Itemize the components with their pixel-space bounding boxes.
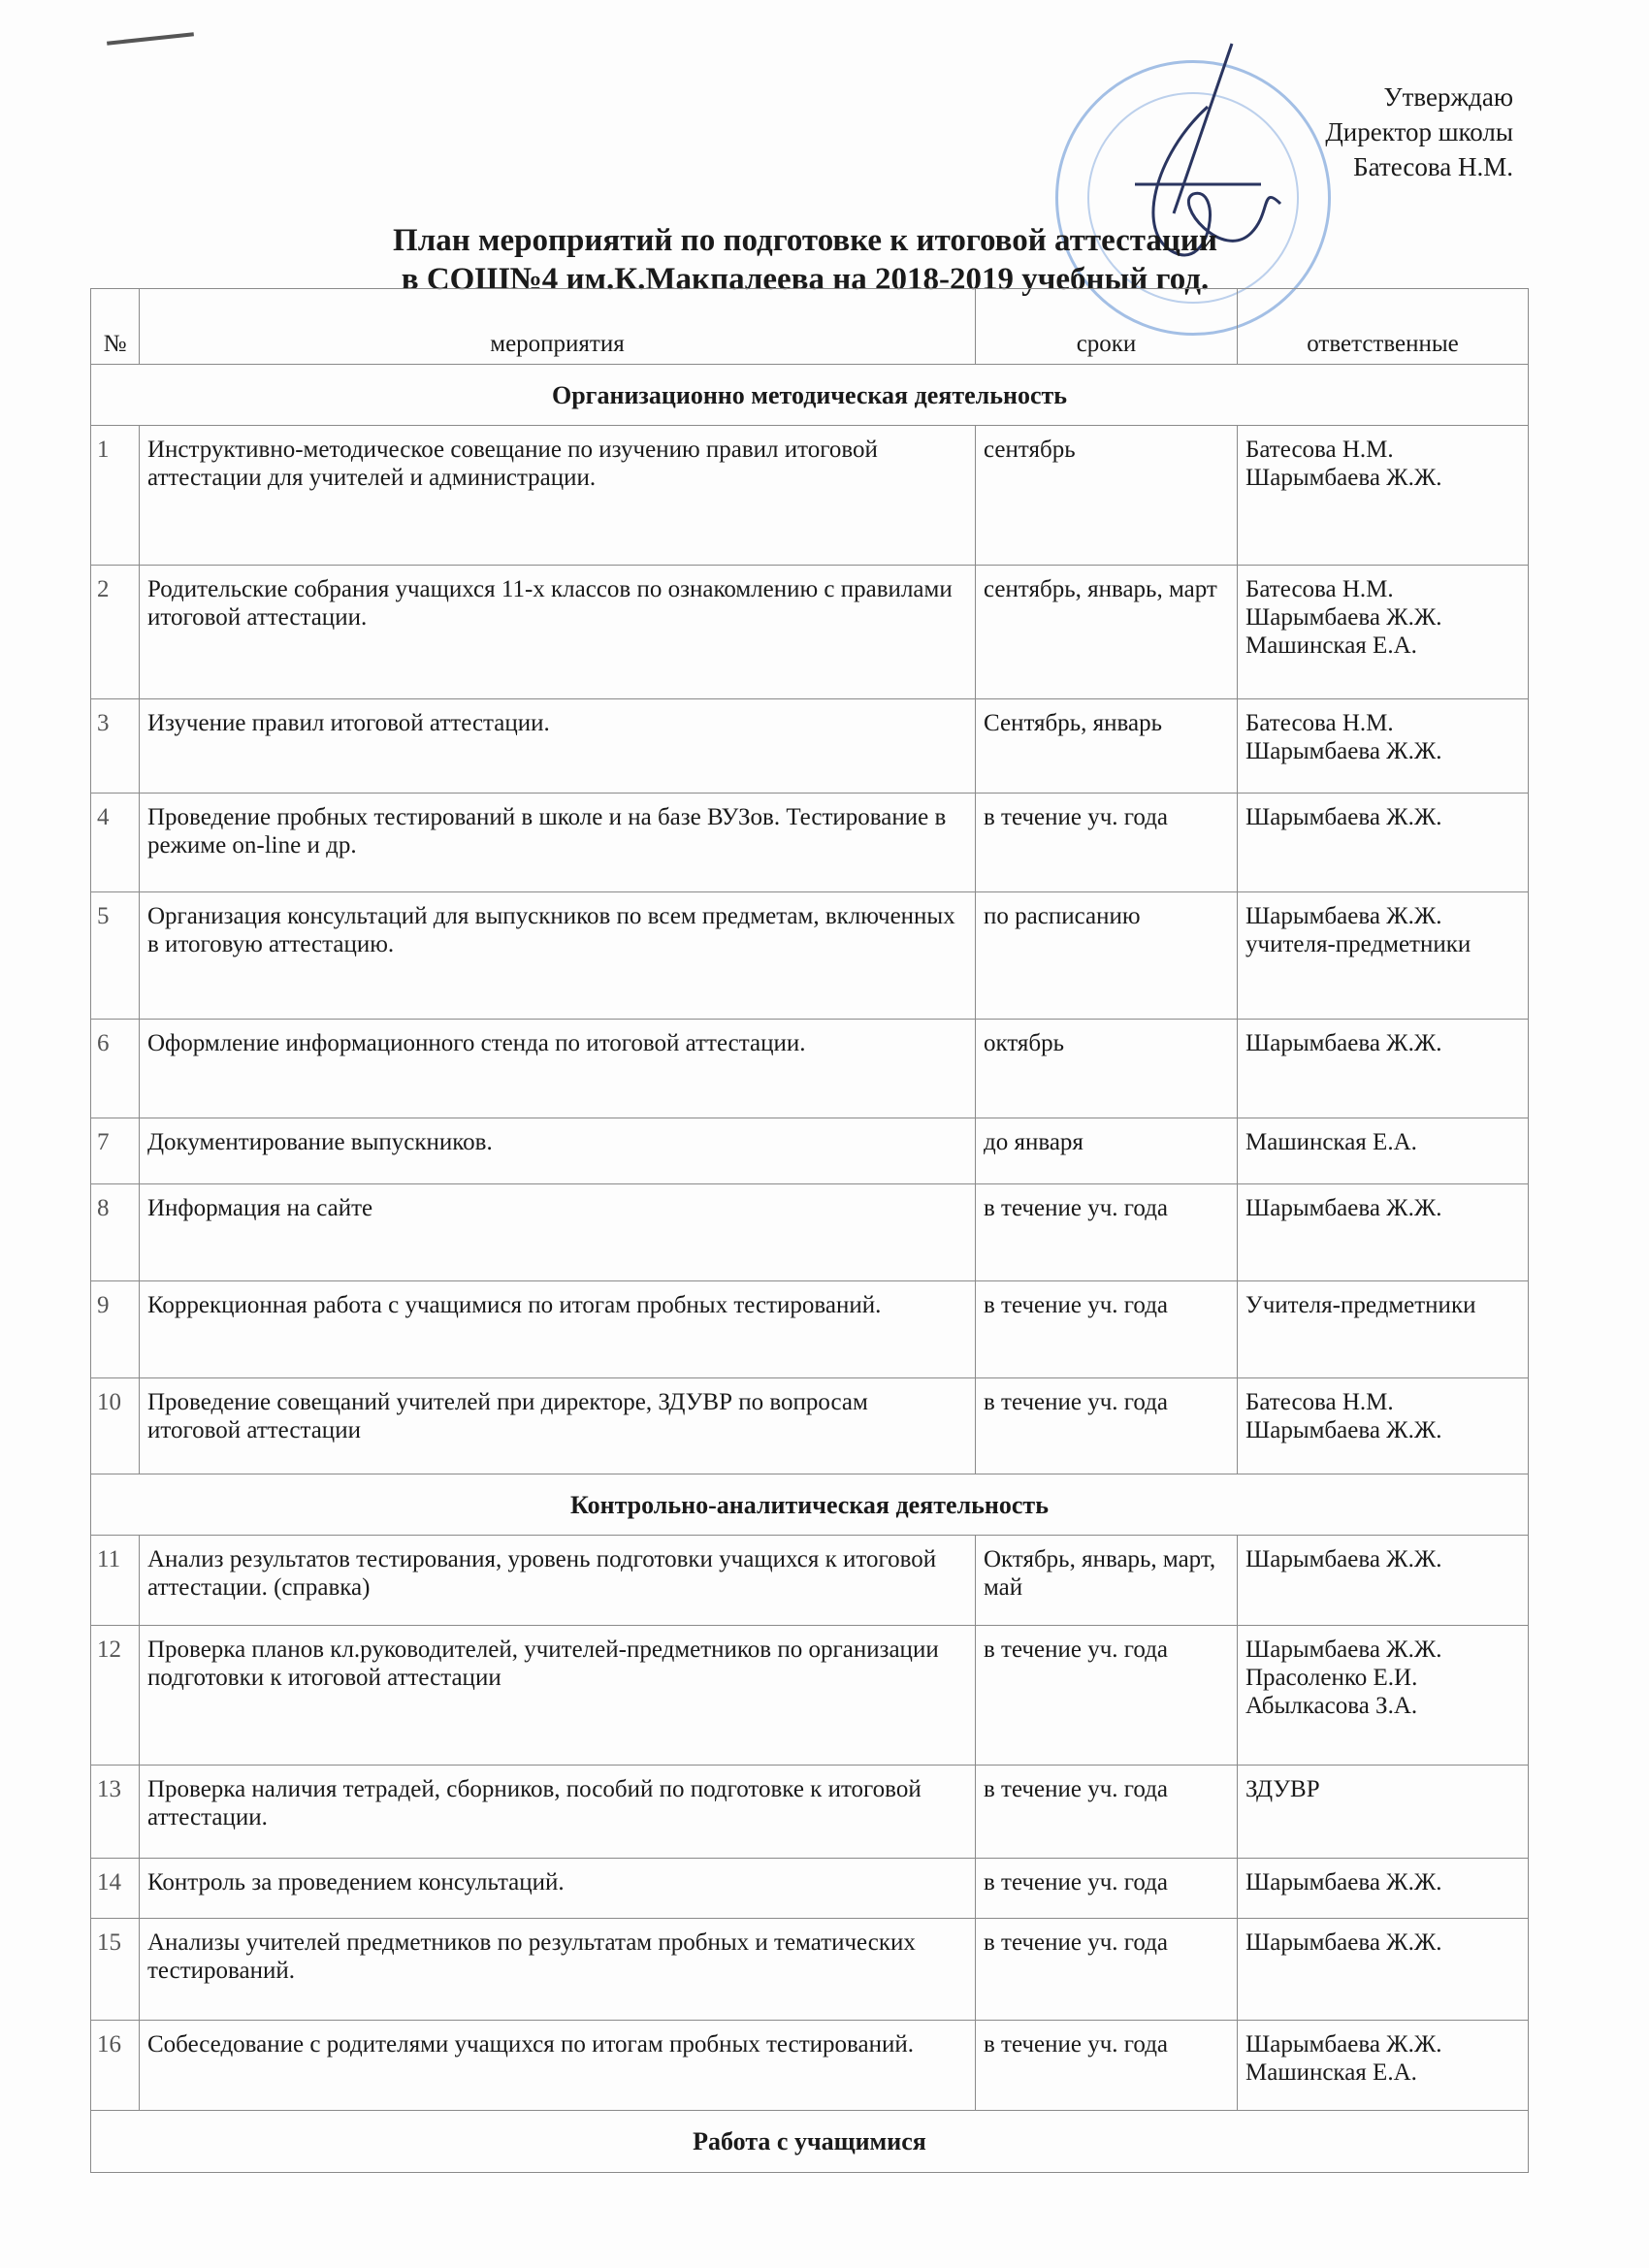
row-number: 16: [91, 2021, 140, 2111]
event-cell: Проведение пробных тестирований в школе и на базе ВУЗов. Тестирование в режиме on-line и др.: [140, 794, 976, 892]
table-row: [91, 1378, 1529, 1474]
term-cell: в течение уч. года: [976, 1626, 1238, 1766]
table-row: [91, 1118, 1529, 1184]
table-row: [91, 426, 1529, 566]
event-cell: Контроль за проведением консультаций.: [140, 1859, 976, 1919]
row-number: 15: [91, 1919, 140, 2021]
term-cell: сентябрь: [976, 426, 1238, 566]
table-row: [91, 1859, 1529, 1919]
table-row: [91, 2021, 1529, 2111]
event-cell: Проведение совещаний учителей при директоре, ЗДУВР по вопросам итоговой аттестации: [140, 1378, 976, 1474]
table-row: [91, 794, 1529, 892]
row-number: 2: [91, 566, 140, 699]
header-responsible: ответственные: [1238, 289, 1529, 365]
table-body: [91, 365, 1529, 2173]
term-cell: Октябрь, январь, март, май: [976, 1536, 1238, 1626]
approval-block: [1325, 80, 1513, 184]
header-number: №: [91, 289, 140, 365]
row-number: 6: [91, 1020, 140, 1118]
section-row: [91, 2111, 1529, 2173]
responsible-cell: Шарымбаева Ж.Ж.: [1238, 1020, 1529, 1118]
row-number: 10: [91, 1378, 140, 1474]
section-row: [91, 1474, 1529, 1536]
table-row: [91, 699, 1529, 794]
responsible-cell: Шарымбаева Ж.Ж.: [1238, 794, 1529, 892]
responsible-cell: Шарымбаева Ж.Ж.: [1238, 1536, 1529, 1626]
event-cell: Собеседование с родителями учащихся по итогам пробных тестирований.: [140, 2021, 976, 2111]
section-title: Организационно методическая деятельность: [91, 365, 1529, 426]
event-cell: Коррекционная работа с учащимися по итогам пробных тестирований.: [140, 1281, 976, 1378]
table-row: [91, 1020, 1529, 1118]
responsible-cell: Шарымбаева Ж.Ж.: [1238, 1184, 1529, 1281]
document-title: [194, 221, 1416, 299]
section-row: [91, 365, 1529, 426]
table-row: [91, 1184, 1529, 1281]
event-cell: Проверка планов кл.руководителей, учителей-предметников по организации подготовки к итоговой аттестации: [140, 1626, 976, 1766]
approval-label: Утверждаю: [1383, 82, 1513, 112]
scan-mark: [107, 32, 194, 45]
row-number: 9: [91, 1281, 140, 1378]
event-cell: Информация на сайте: [140, 1184, 976, 1281]
term-cell: в течение уч. года: [976, 1919, 1238, 2021]
header-terms: сроки: [976, 289, 1238, 365]
row-number: 7: [91, 1118, 140, 1184]
term-cell: в течение уч. года: [976, 1859, 1238, 1919]
row-number: 1: [91, 426, 140, 566]
event-cell: Анализ результатов тестирования, уровень подготовки учащихся к итоговой аттестации. (справка): [140, 1536, 976, 1626]
section-title: Контрольно-аналитическая деятельность: [91, 1474, 1529, 1536]
table-row: [91, 1281, 1529, 1378]
event-cell: Родительские собрания учащихся 11-х классов по ознакомлению с правилами итоговой аттестации.: [140, 566, 976, 699]
row-number: 11: [91, 1536, 140, 1626]
responsible-cell: Шарымбаева Ж.Ж. Прасоленко Е.И. Абылкасова З.А.: [1238, 1626, 1529, 1766]
title-line-1: План мероприятий по подготовке к итоговой аттестации: [393, 223, 1217, 258]
table-row: [91, 1626, 1529, 1766]
section-title: Работа с учащимися: [91, 2111, 1529, 2173]
term-cell: сентябрь, январь, март: [976, 566, 1238, 699]
event-cell: Проверка наличия тетрадей, сборников, пособий по подготовке к итоговой аттестации.: [140, 1766, 976, 1859]
responsible-cell: Машинская Е.А.: [1238, 1118, 1529, 1184]
responsible-cell: Шарымбаева Ж.Ж. учителя-предметники: [1238, 892, 1529, 1020]
term-cell: по расписанию: [976, 892, 1238, 1020]
table-row: [91, 892, 1529, 1020]
table-row: [91, 566, 1529, 699]
responsible-cell: ЗДУВР: [1238, 1766, 1529, 1859]
table-row: [91, 1766, 1529, 1859]
event-cell: Анализы учителей предметников по результатам пробных и тематических тестирований.: [140, 1919, 976, 2021]
term-cell: в течение уч. года: [976, 794, 1238, 892]
row-number: 5: [91, 892, 140, 1020]
term-cell: в течение уч. года: [976, 1766, 1238, 1859]
approval-name: Батесова Н.М.: [1353, 152, 1513, 181]
row-number: 3: [91, 699, 140, 794]
event-cell: Документирование выпускников.: [140, 1118, 976, 1184]
table-row: [91, 1919, 1529, 2021]
event-cell: Инструктивно-методическое совещание по изучению правил итоговой аттестации для учителей и администрации.: [140, 426, 976, 566]
approval-position: Директор школы: [1325, 117, 1513, 146]
row-number: 8: [91, 1184, 140, 1281]
term-cell: в течение уч. года: [976, 1184, 1238, 1281]
responsible-cell: Батесова Н.М. Шарымбаева Ж.Ж.: [1238, 426, 1529, 566]
row-number: 12: [91, 1626, 140, 1766]
term-cell: в течение уч. года: [976, 2021, 1238, 2111]
event-cell: Организация консультаций для выпускников по всем предметам, включенных в итоговую аттестацию.: [140, 892, 976, 1020]
responsible-cell: Шарымбаева Ж.Ж.: [1238, 1859, 1529, 1919]
row-number: 13: [91, 1766, 140, 1859]
term-cell: до января: [976, 1118, 1238, 1184]
plan-table: [90, 288, 1529, 2173]
row-number: 4: [91, 794, 140, 892]
term-cell: Сентябрь, январь: [976, 699, 1238, 794]
event-cell: Изучение правил итоговой аттестации.: [140, 699, 976, 794]
responsible-cell: Батесова Н.М. Шарымбаева Ж.Ж.: [1238, 1378, 1529, 1474]
header-events: мероприятия: [140, 289, 976, 365]
responsible-cell: Батесова Н.М. Шарымбаева Ж.Ж. Машинская Е.А.: [1238, 566, 1529, 699]
responsible-cell: Учителя-предметники: [1238, 1281, 1529, 1378]
table-row: [91, 1536, 1529, 1626]
responsible-cell: Шарымбаева Ж.Ж.: [1238, 1919, 1529, 2021]
table-header-row: [91, 289, 1529, 365]
term-cell: в течение уч. года: [976, 1281, 1238, 1378]
term-cell: октябрь: [976, 1020, 1238, 1118]
row-number: 14: [91, 1859, 140, 1919]
term-cell: в течение уч. года: [976, 1378, 1238, 1474]
title-line-2: в СОШ№4 им.К.Макпалеева на 2018-2019 учебный год.: [401, 262, 1210, 297]
event-cell: Оформление информационного стенда по итоговой аттестации.: [140, 1020, 976, 1118]
responsible-cell: Батесова Н.М. Шарымбаева Ж.Ж.: [1238, 699, 1529, 794]
responsible-cell: Шарымбаева Ж.Ж. Машинская Е.А.: [1238, 2021, 1529, 2111]
